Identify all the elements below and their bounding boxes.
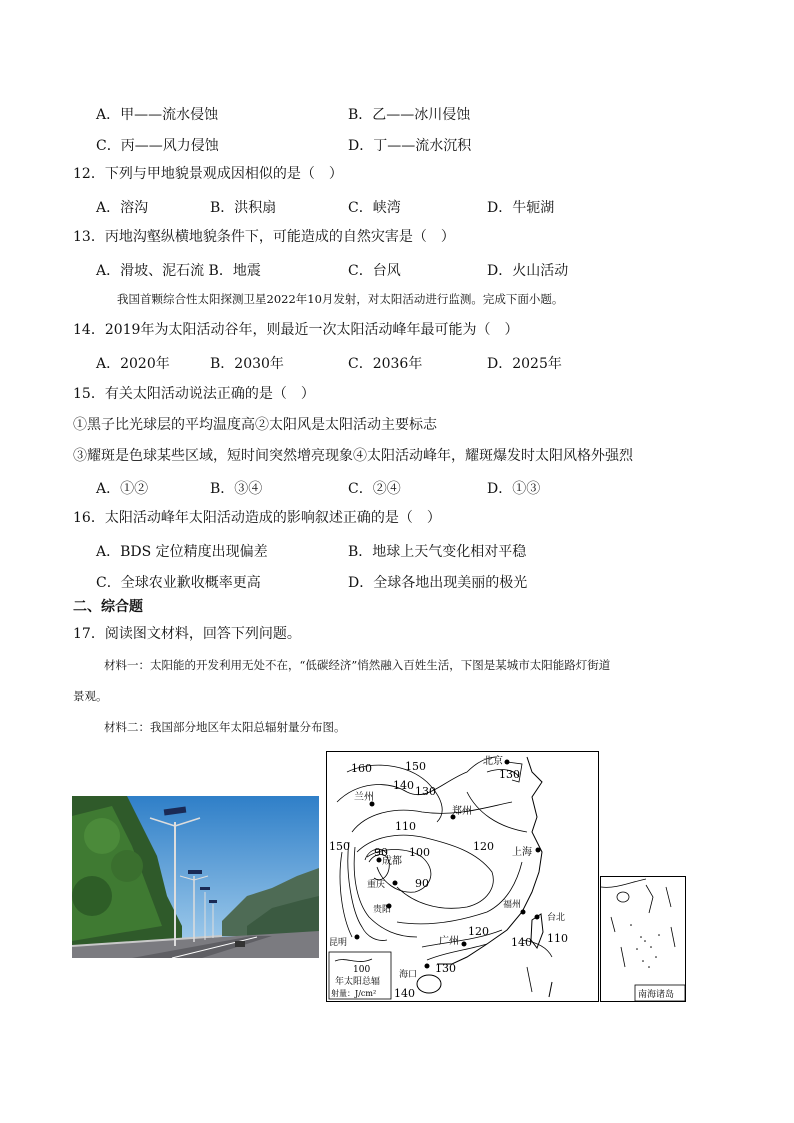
map-city-label: 兰州 xyxy=(354,792,374,803)
map-city-label: 北京 xyxy=(483,756,503,767)
q15-statement-2: ③耀斑是色球某些区域，短时间突然增亮现象④太阳活动峰年，耀斑爆发时太阳风格外强烈 xyxy=(73,448,633,464)
q11-option-b: B．乙——冰川侵蚀 xyxy=(348,107,471,123)
solar-radiation-map xyxy=(326,751,599,1002)
isoline-value: 140 xyxy=(394,987,415,1000)
q11-option-d: D．丁——流水沉积 xyxy=(348,138,472,154)
q12-stem: 12．下列与甲地貌景观成因相似的是（ ） xyxy=(73,166,343,182)
q14-option-b: B．2030年 xyxy=(210,356,284,372)
isoline-value: 130 xyxy=(499,768,520,781)
isoline-value: 150 xyxy=(405,760,426,773)
map-city-label: 成都 xyxy=(382,856,402,867)
map-city-label: 台北 xyxy=(547,913,566,923)
isoline-value: 100 xyxy=(409,846,430,859)
q15-option-b: B．③④ xyxy=(210,481,263,497)
map-city-label: 福州 xyxy=(503,900,522,910)
section-heading: 二、综合题 xyxy=(73,599,143,615)
q16-option-c: C．全球农业歉收概率更高 xyxy=(96,575,261,591)
map-city-label: 郑州 xyxy=(452,806,472,817)
isoline-value: 130 xyxy=(435,962,456,975)
q16-stem: 16．太阳活动峰年太阳活动造成的影响叙述正确的是（ ） xyxy=(73,510,441,526)
q11-option-c: C．丙——风力侵蚀 xyxy=(96,138,219,154)
q13-option-c: C．台风 xyxy=(348,263,401,279)
q13-option-d: D．火山活动 xyxy=(487,263,569,279)
q12-option-c: C．峡湾 xyxy=(348,200,401,216)
map-city-label: 海口 xyxy=(399,970,418,980)
q17-material-1: 材料一：太阳能的开发利用无处不在，“低碳经济”悄然融入百姓生活，下图是某城市太阳能路灯街道 xyxy=(104,658,611,672)
isoline-value: 110 xyxy=(395,820,416,833)
isoline-value: 150 xyxy=(329,840,350,853)
isoline-value: 110 xyxy=(547,932,568,945)
q13-stem: 13．丙地沟壑纵横地貌条件下，可能造成的自然灾害是（ ） xyxy=(73,229,455,245)
isoline-value: 90 xyxy=(415,877,429,890)
isoline-value: 160 xyxy=(351,762,372,775)
q15-option-a: A．①② xyxy=(96,481,149,497)
q14-option-c: C．2036年 xyxy=(348,356,423,372)
q17-stem: 17．阅读图文材料，回答下列问题。 xyxy=(73,626,301,642)
q14-stem: 14．2019年为太阳活动谷年，则最近一次太阳活动峰年最可能为（ ） xyxy=(73,322,519,338)
q11-option-a: A．甲——流水侵蚀 xyxy=(96,107,219,123)
map-city-label: 重庆 xyxy=(367,880,386,890)
q14-option-d: D．2025年 xyxy=(487,356,562,372)
q15-statement-1: ①黑子比光球层的平均温度高②太阳风是太阳活动主要标志 xyxy=(73,417,437,433)
q12-option-a: A．溶沟 xyxy=(96,200,149,216)
q12-option-d: D．牛轭湖 xyxy=(487,200,555,216)
solar-streetlight-photo xyxy=(72,796,319,958)
south-china-sea-inset xyxy=(600,876,686,1002)
q13-option-ab: A．滑坡、泥石流 B．地震 xyxy=(96,263,261,279)
q12-option-b: B．洪积扇 xyxy=(210,200,277,216)
isoline-value: 90 xyxy=(374,846,388,859)
isoline-value: 130 xyxy=(415,785,436,798)
map-city-label: 昆明 xyxy=(329,938,348,948)
isoline-value: 140 xyxy=(393,779,414,792)
q14-option-a: A．2020年 xyxy=(96,356,170,372)
legend-value: 100 xyxy=(353,965,371,975)
legend-title-line2: 射量：J/cm² xyxy=(331,989,377,998)
q15-option-d: D．①③ xyxy=(487,481,541,497)
q15-stem: 15．有关太阳活动说法正确的是（ ） xyxy=(73,386,315,402)
passage-intro: 我国首颗综合性太阳探测卫星2022年10月发射，对太阳活动进行监测。完成下面小题。 xyxy=(117,292,564,306)
q16-option-d: D．全球各地出现美丽的极光 xyxy=(348,575,528,591)
map-city-label: 广州 xyxy=(439,936,459,947)
isoline-value: 120 xyxy=(473,840,494,853)
isoline-value: 120 xyxy=(468,925,489,938)
isoline-value: 140 xyxy=(511,936,532,949)
q17-material-2: 材料二：我国部分地区年太阳总辐射量分布图。 xyxy=(104,720,346,734)
q16-option-a: A．BDS 定位精度出现偏差 xyxy=(96,544,268,560)
inset-label: 南海诸岛 xyxy=(638,990,675,1000)
q16-option-b: B．地球上天气变化相对平稳 xyxy=(348,544,527,560)
q17-material-1-cont: 景观。 xyxy=(73,689,108,703)
legend-title-line1: 年太阳总辐 xyxy=(335,977,381,987)
map-city-label: 贵阳 xyxy=(373,905,392,915)
map-city-label: 上海 xyxy=(512,847,532,858)
q15-option-c: C．②④ xyxy=(348,481,401,497)
